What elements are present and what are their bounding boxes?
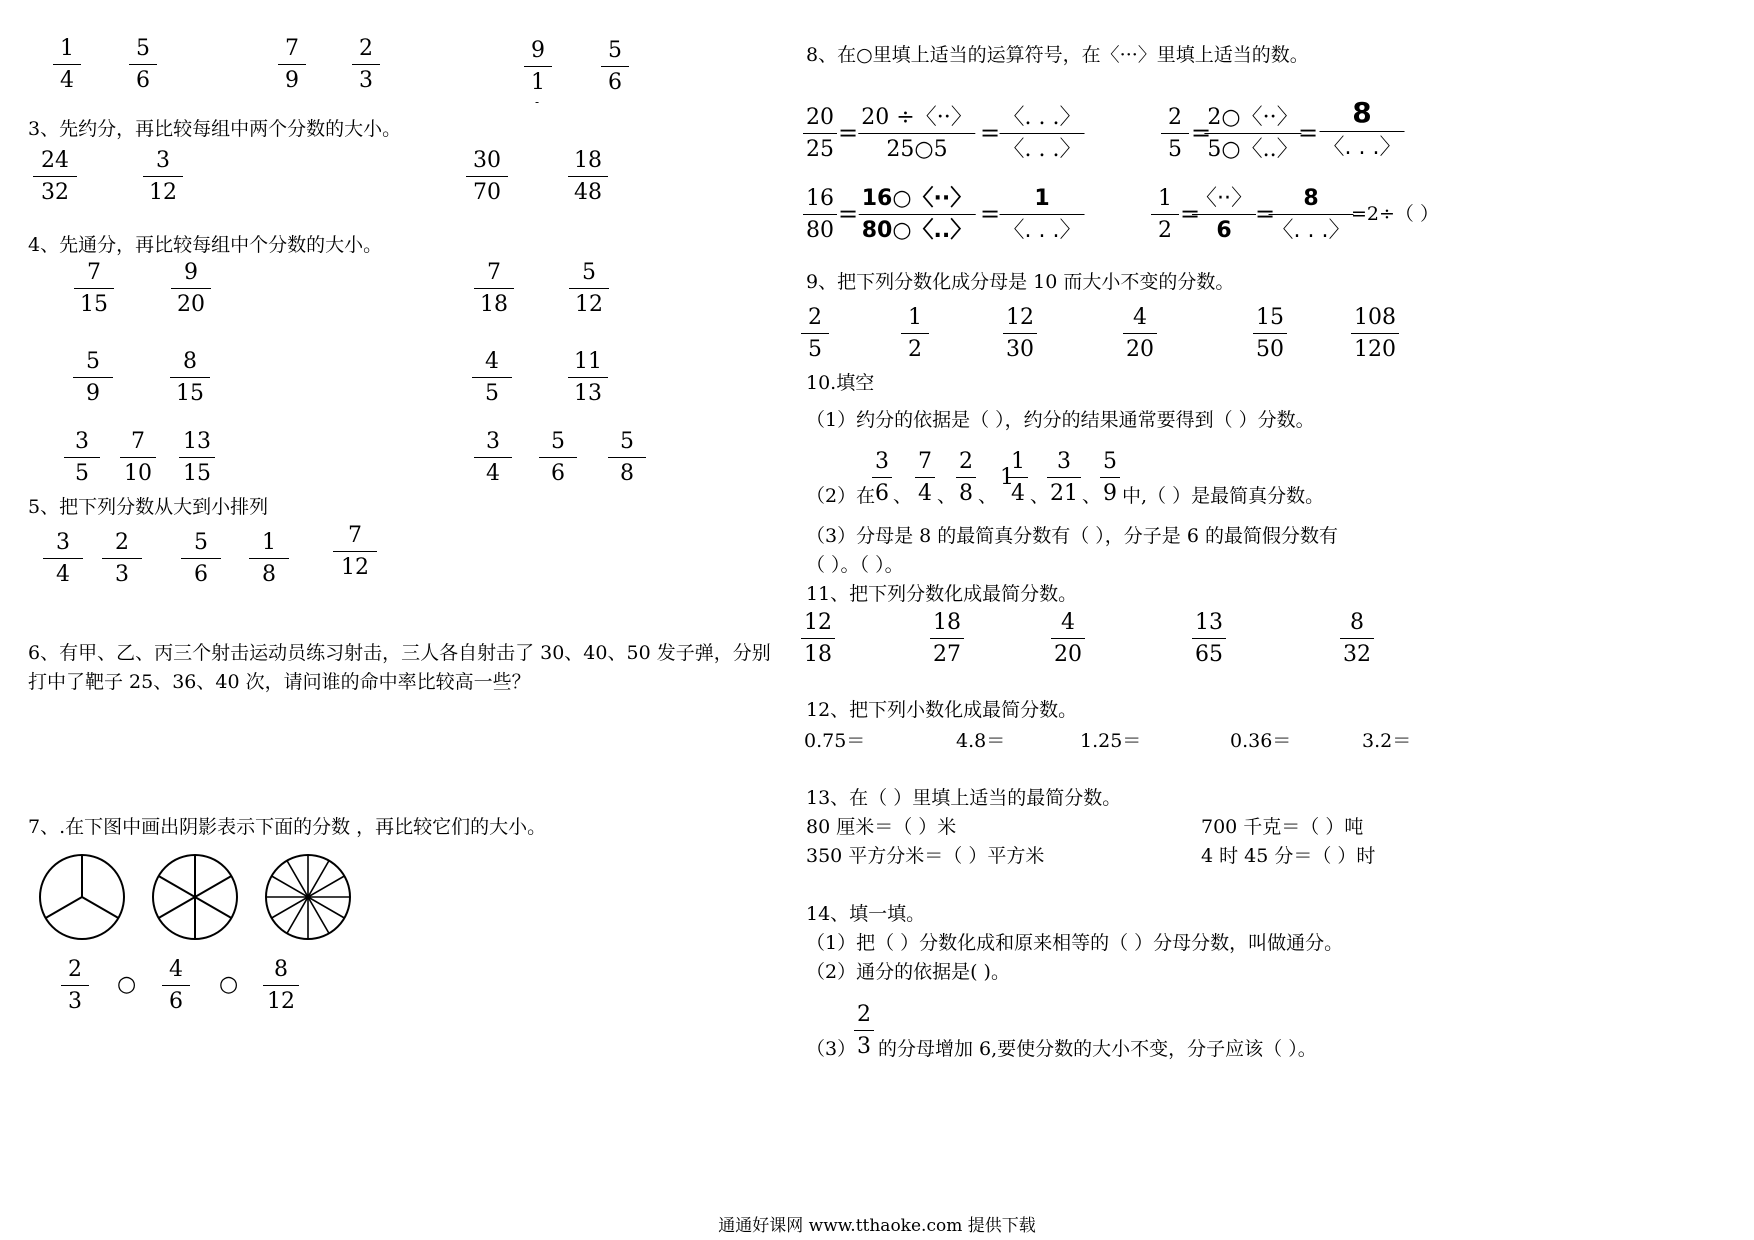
footer-credit: 通通好课网 www.tthaoke.com 提供下载: [718, 1216, 1036, 1236]
fraction: 4 6: [162, 957, 190, 1015]
q10-p2-prefix: （2）在: [806, 485, 876, 507]
q14-p2: （2）通分的依据是( )。: [806, 961, 1010, 983]
q9-title: 9、把下列分数化成分母是 10 而大小不变的分数。: [806, 271, 1235, 293]
equals-sign: =: [1255, 200, 1276, 228]
q13-d: 4 时 45 分＝（ ）时: [1201, 845, 1376, 867]
fraction: 7 15: [74, 260, 114, 318]
separator: 、: [978, 485, 998, 507]
q8-title: 8、在○里填上适当的运算符号，在〈···〉里填上适当的数。: [806, 44, 1309, 66]
fraction: 2 3: [102, 530, 142, 588]
fraction: 16 80: [803, 186, 837, 244]
fraction: 5 12: [569, 260, 609, 318]
circle-sixths[interactable]: [153, 855, 237, 939]
q10-p1: （1）约分的依据是（ ），约分的结果通常要得到（ ）分数。: [806, 409, 1315, 431]
fraction: 4 5: [472, 349, 512, 407]
fraction: 4 20: [1051, 610, 1085, 668]
fraction: 30 70: [466, 148, 508, 206]
fraction: 5 6: [539, 429, 577, 487]
fraction: 7 18: [474, 260, 514, 318]
q6-line2: 打中了靶子 25、36、40 次，请问谁的命中率比较高一些？: [28, 671, 531, 693]
fraction: 9 20: [171, 260, 211, 318]
equals-sign: =: [1298, 119, 1319, 147]
compare-circle[interactable]: ○: [117, 972, 137, 997]
stray-mark: -: [535, 95, 540, 109]
fraction: 1 2: [1151, 186, 1179, 244]
decimal-item: 4.8＝: [956, 730, 1006, 752]
equals-sign: =: [980, 200, 1001, 228]
fraction: 5 6: [601, 38, 629, 96]
equals-sign: =: [838, 200, 859, 228]
fraction: 8 〈. . .〉: [1320, 97, 1405, 161]
fraction: 5 6: [181, 530, 221, 588]
circle-thirds[interactable]: [40, 855, 124, 939]
separator: 、: [893, 485, 913, 507]
fraction: 5 9: [1100, 449, 1120, 507]
fraction: 8 〈. . .〉: [1269, 186, 1354, 244]
fraction: 13 65: [1192, 610, 1226, 668]
fraction: 1 8: [249, 530, 289, 588]
fraction: 3 4: [474, 429, 512, 487]
q13-c: 350 平方分米＝（ ）平方米: [806, 845, 1045, 867]
fraction: 2 5: [1161, 105, 1189, 163]
fraction: 2○〈··〉 5○〈..〉: [1204, 105, 1301, 163]
q13-title: 13、在（ ）里填上适当的最简分数。: [806, 787, 1122, 809]
decimal-item: 0.75＝: [804, 730, 866, 752]
fraction: 5 8: [608, 429, 646, 487]
separator: 、: [937, 485, 957, 507]
decimal-item: 1.25＝: [1080, 730, 1142, 752]
separator: 、: [1082, 485, 1102, 507]
q11-title: 11、把下列分数化成最简分数。: [806, 583, 1078, 605]
decimal-item: 0.36＝: [1230, 730, 1292, 752]
fraction: 5 9: [73, 349, 113, 407]
fraction: 24 32: [33, 148, 77, 206]
q10-title: 10.填空: [806, 372, 875, 394]
q10-p2-suffix: 中,（ ）是最简真分数。: [1122, 485, 1325, 507]
fraction: 13 15: [179, 429, 215, 487]
fraction: 18 48: [568, 148, 608, 206]
fraction: 3 12: [143, 148, 183, 206]
fraction: 1 4: [53, 36, 81, 94]
mixed-whole: 1: [1000, 465, 1014, 490]
fraction-circles: [30, 850, 370, 950]
q14-title: 14、填一填。: [806, 903, 926, 925]
q5-title: 5、把下列分数从大到小排列: [28, 496, 269, 518]
fraction: 15 50: [1253, 305, 1287, 363]
fraction: 〈. . .〉 〈. . .〉: [1000, 105, 1085, 163]
circle-twelfths[interactable]: [266, 855, 350, 939]
q13-b: 700 千克＝（ ）吨: [1201, 816, 1364, 838]
compare-circle[interactable]: ○: [219, 972, 239, 997]
fraction: 9 1: [524, 38, 552, 96]
q10-p3-line1: （3）分母是 8 的最简真分数有（ ），分子是 6 的最简假分数有: [806, 525, 1338, 547]
fraction: 4 20: [1123, 305, 1157, 363]
fraction: 7 9: [278, 36, 306, 94]
fraction: 3 5: [64, 429, 100, 487]
q7-title: 7、.在下图中画出阴影表示下面的分数 ，再比较它们的大小。: [28, 816, 547, 838]
fraction: 3 6: [872, 449, 892, 507]
q3-title: 3、先约分，再比较每组中两个分数的大小。: [28, 118, 402, 140]
fraction: 12 18: [801, 610, 835, 668]
fraction: 20 25: [803, 105, 837, 163]
fraction: 8 15: [170, 349, 210, 407]
fraction: 16○〈··〉 80○〈..〉: [859, 186, 976, 244]
fraction: 20 ÷〈··〉 25○5: [858, 105, 975, 163]
fraction: 1 〈. . .〉: [1000, 186, 1085, 244]
equals-sign: =: [980, 119, 1001, 147]
equals-sign: =: [838, 119, 859, 147]
fraction: 1 2: [901, 305, 929, 363]
fraction: 3 21: [1047, 449, 1081, 507]
q14-p1: （1）把（ ）分数化成和原来相等的（ ）分母分数，叫做通分。: [806, 932, 1344, 954]
q13-a: 80 厘米＝（ ）米: [806, 816, 957, 838]
fraction: 3 4: [43, 530, 83, 588]
equals-sign: =: [1180, 200, 1201, 228]
fraction: 8 12: [263, 957, 299, 1015]
fraction: 7 10: [120, 429, 156, 487]
separator: 、: [1030, 485, 1050, 507]
fraction: 1 4: [1008, 449, 1028, 507]
fraction: 2 3: [854, 1002, 874, 1060]
q14-p3-prefix: （3）: [806, 1038, 857, 1060]
q14-p3-suffix: 的分母增加 6,要使分数的大小不变，分子应该（ ）。: [878, 1038, 1317, 1060]
q6-line1: 6、有甲、乙、丙三个射击运动员练习射击，三人各自射击了 30、40、50 发子弹，分别: [28, 642, 771, 664]
fraction: 7 4: [915, 449, 935, 507]
fraction: 18 27: [930, 610, 964, 668]
q4-title: 4、先通分，再比较每组中个分数的大小。: [28, 234, 383, 256]
q10-p3-line2: （ ）。（ ）。: [806, 554, 904, 576]
fraction: 7 12: [333, 523, 377, 581]
fraction: 108 120: [1351, 305, 1399, 363]
q12-title: 12、把下列小数化成最简分数。: [806, 699, 1078, 721]
fraction: 〈··〉 6: [1192, 186, 1256, 244]
decimal-item: 3.2＝: [1362, 730, 1412, 752]
fraction: 11 13: [568, 349, 608, 407]
eq4-tail: =2÷（ ）: [1351, 203, 1439, 225]
fraction: 5 6: [129, 36, 157, 94]
equals-sign: =: [1191, 119, 1212, 147]
fraction: 2 8: [956, 449, 976, 507]
fraction: 8 32: [1340, 610, 1374, 668]
fraction: 2 5: [801, 305, 829, 363]
fraction: 12 30: [1003, 305, 1037, 363]
fraction: 2 3: [61, 957, 89, 1015]
fraction: 2 3: [352, 36, 380, 94]
